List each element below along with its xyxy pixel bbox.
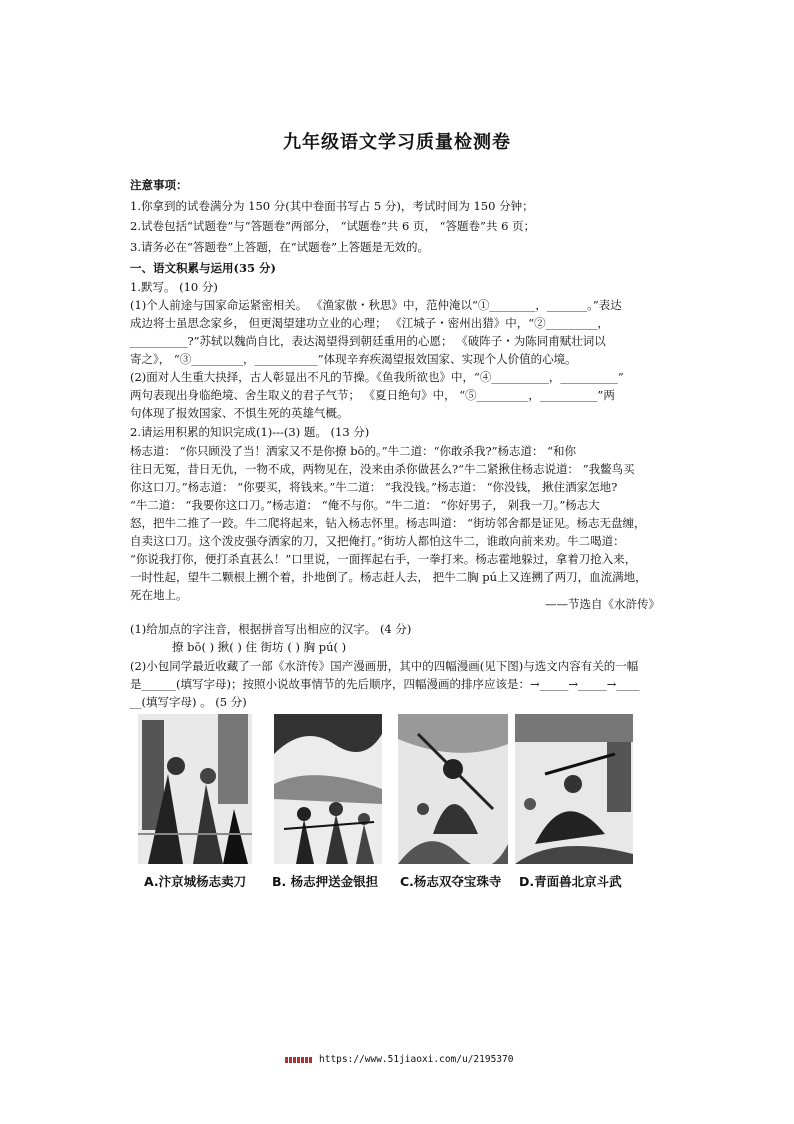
comic-image-b bbox=[274, 714, 382, 864]
question-line: (2)面对人生重大抉择，古人彰显出不凡的节操。《鱼我所欲也》中，“④__________，__________” bbox=[130, 370, 624, 384]
passage-line: “你说我打你，便打杀直甚么！”口里说，一面挥起右手，一拳打来。杨志霍地躲过，拿着刀抢入来， bbox=[130, 552, 637, 566]
comic-caption-d: D.青面兽北京斗武 bbox=[519, 874, 622, 889]
question-line: __________?”苏轼以魏尚自比，表达渴望得到朝廷重用的心愿； 《破阵子・为陈同甫赋壮词以 bbox=[130, 334, 606, 348]
question-line: 句体现了报效国家、不惧生死的英雄气概。 bbox=[130, 406, 349, 420]
question-line: (1)个人前途与国家命运紧密相关。 《渔家傲・秋思》中，范仲淹以“①________，_______。”表达 bbox=[130, 298, 622, 312]
subquestion-line: 是______(填写字母)；按照小说故事情节的先后顺序，四幅漫画的排序应该是：→_____→_____→____ bbox=[130, 677, 640, 691]
footer bbox=[285, 1054, 513, 1065]
subquestion-items: 撩 bō( ) 揪( ) 住 街坊 ( ) 胸 pú( ) bbox=[172, 640, 347, 654]
question-line: 成边将士虽思念家乡， 但更渴望建功立业的心理； 《江城子・密州出猎》中，“②_________， bbox=[130, 316, 609, 330]
comic-image-d bbox=[515, 714, 633, 864]
subquestion-title: (1)给加点的字注音，根据拼音写出相应的汉字。 (4 分) bbox=[130, 622, 412, 636]
notice-item: 3.请务必在“答题卷”上答题，在“试题卷”上答题是无效的。 bbox=[130, 240, 429, 254]
passage-line: 往日无冤，昔日无仇，一物不成，两物见在，没来由杀你做甚么?“牛二紧揪住杨志说道： ”我鳖鸟买 bbox=[130, 462, 635, 476]
passage-line: “牛二道： “我要你这口刀。”杨志道： “俺不与你。“牛二道： “你好男子， 剁我一刀。”杨志大 bbox=[130, 498, 600, 512]
page-title: 九年级语文学习质量检测卷 bbox=[283, 132, 511, 153]
site-logo-icon bbox=[285, 1057, 313, 1063]
question-title: 1.默写。 (10 分) bbox=[130, 280, 218, 294]
passage-line: 死在地上。 bbox=[130, 588, 188, 602]
notice-item: 2.试卷包括“试题卷”与“答题卷”两部分， “试题卷”共 6 页， “答题卷”共 6 页； bbox=[130, 219, 536, 233]
comic-image-a bbox=[138, 714, 252, 864]
notice-item: 1.你拿到的试卷满分为 150 分(其中卷面书写占 5 分)，考试时间为 150 分钟； bbox=[130, 199, 534, 213]
question-line: 寄之》， “③_________，___________”体现辛弃疾渴望报效国家、实现个人价值的心境。 bbox=[130, 352, 577, 366]
question-line: 两句表现出身临绝境、舍生取义的君子气节； 《夏日绝句》中， “⑤_________，__________”两 bbox=[130, 388, 615, 402]
notice-heading: 注意事项： bbox=[130, 178, 188, 192]
comic-panels bbox=[138, 714, 638, 894]
question-title: 2.请运用积累的知识完成(1)---(3) 题。 (13 分) bbox=[130, 425, 370, 439]
passage-line: 一时性起，望牛二颗根上搠个着，扑地倒了。杨志赶人去， 把牛二胸 pú上又连搠了两刀，血流满地， bbox=[130, 570, 647, 584]
comic-caption-c: C.杨志双夺宝珠寺 bbox=[400, 874, 502, 889]
comic-caption-a: A.汴京城杨志卖刀 bbox=[144, 874, 247, 889]
subquestion-line: __(填写字母) 。 (5 分) bbox=[130, 695, 247, 709]
passage-line: 你这口刀。”杨志道： “你要买，将钱来。”牛二道： “我没钱。”杨志道： “你没钱， 揪住洒家怎地? bbox=[130, 480, 618, 494]
passage-line: 自卖这口刀。这个泼皮强夺洒家的刀，又把俺打。”街坊人都怕这牛二，谁敢向前来劝。牛二喝道： bbox=[130, 534, 625, 548]
section-heading: 一、语文积累与运用(35 分) bbox=[130, 261, 276, 275]
passage-line: 怒，把牛二推了一跤。牛二爬将起来，钻入杨志怀里。杨志叫道： “街坊邻舍都是证见。杨志无盘缠， bbox=[130, 516, 646, 530]
footer-url[interactable]: https://www.51jiaoxi.com/u/2195370 bbox=[319, 1054, 514, 1065]
passage-source: ——节选自《水浒传》 bbox=[545, 597, 660, 611]
comic-caption-b: B. 杨志押送金银担 bbox=[272, 874, 379, 889]
passage-line: 杨志道： “你只顾没了当！洒家又不是你撩 bō的。”牛二道：“你敢杀我?”杨志道： “和你 bbox=[130, 444, 577, 458]
subquestion-line: (2)小包同学最近收藏了一部《水浒传》国产漫画册，其中的四幅漫画(见下图)与选文内容有关的一幅 bbox=[130, 659, 639, 673]
comic-image-c bbox=[398, 714, 508, 864]
